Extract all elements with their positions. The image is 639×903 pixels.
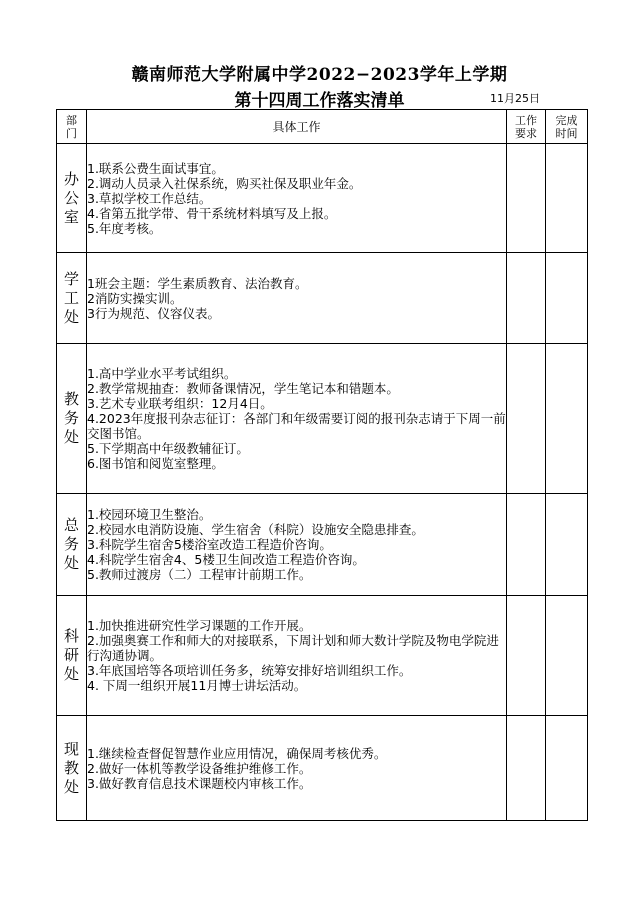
work-cell <box>87 253 507 344</box>
work-item: 2.做好一体机等教学设备维护维修工作。 <box>87 760 312 776</box>
dept-char: 处 <box>63 428 79 446</box>
header-requirement-label: 工作 要求 <box>515 113 537 140</box>
dept-char: 室 <box>63 207 79 226</box>
completion-time-cell <box>546 144 588 253</box>
requirement-cell <box>507 596 546 716</box>
table-row <box>57 144 588 253</box>
dept-char: 务 <box>63 409 79 427</box>
work-item: 5.下学期高中年级教辅征订。 <box>87 441 249 456</box>
work-item: 2.校园水电消防设施、学生宿舍（科院）设施安全隐患排查。 <box>87 522 424 537</box>
table-row <box>57 253 588 344</box>
table-row <box>57 716 588 821</box>
work-item: 1.继续检查督促智慧作业应用情况，确保周考核优秀。 <box>87 745 387 761</box>
document-date: 11月25日 <box>490 92 540 105</box>
dept-char: 处 <box>63 554 79 572</box>
dept-char: 科 <box>63 627 79 645</box>
work-item: 2消防实操实训。 <box>87 290 183 306</box>
work-item: 4.省第五批学带、骨干系统材料填写及上报。 <box>87 205 337 221</box>
header-work: 具体工作 <box>87 110 507 144</box>
dept-char: 工 <box>63 288 79 307</box>
work-item: 3.科院学生宿舍5楼浴室改造工程造价咨询。 <box>87 537 332 552</box>
table-row <box>57 344 588 494</box>
work-table <box>56 109 588 821</box>
work-item: 5.年度考核。 <box>87 220 162 236</box>
work-item: 3.草拟学校工作总结。 <box>87 190 212 206</box>
work-item: 1.高中学业水平考试组织。 <box>87 366 237 381</box>
document-subtitle: 第十四周工作落实清单 <box>234 91 405 111</box>
work-item: 1.校园环境卫生整治。 <box>87 507 212 522</box>
work-item: 4.科院学生宿舍4、5楼卫生间改造工程造价咨询。 <box>87 552 365 567</box>
completion-time-cell <box>546 253 588 344</box>
completion-time-cell <box>546 344 588 494</box>
work-item: 3行为规范、仪容仪表。 <box>87 305 220 321</box>
dept-char: 处 <box>63 307 79 326</box>
dept-char: 公 <box>63 188 79 207</box>
dept-cell <box>57 716 87 821</box>
document-title: 赣南师范大学附属中学2022−2023学年上学期 <box>131 65 508 85</box>
dept-char: 总 <box>63 516 79 534</box>
requirement-cell <box>507 253 546 344</box>
work-item: 3.年底国培等各项培训任务多，统筹安排好培训组织工作。 <box>87 663 412 678</box>
dept-cell <box>57 253 87 344</box>
table-row <box>57 596 588 716</box>
work-item: 3.做好教育信息技术课题校内审核工作。 <box>87 775 312 791</box>
work-item: 1.加快推进研究性学习课题的工作开展。 <box>87 618 312 633</box>
dept-cell <box>57 596 87 716</box>
header-dept-label: 部 门 <box>66 113 77 140</box>
completion-time-cell <box>546 494 588 596</box>
dept-cell <box>57 494 87 596</box>
dept-cell <box>57 344 87 494</box>
work-item: 5.教师过渡房（二）工程审计前期工作。 <box>87 567 312 582</box>
work-item: 2.加强奥赛工作和师大的对接联系，下周计划和师大数计学院及物电学院进行沟通协调。 <box>87 633 499 663</box>
header-completion-label: 完成 时间 <box>555 113 578 140</box>
dept-cell <box>57 144 87 253</box>
requirement-cell <box>507 144 546 253</box>
completion-time-cell <box>546 716 588 821</box>
dept-char: 处 <box>63 777 79 796</box>
work-item: 1.联系公费生面试事宜。 <box>87 160 224 176</box>
dept-char: 研 <box>63 646 79 664</box>
work-item: 4.2023年度报刊杂志征订：各部门和年级需要订阅的报刊杂志请于下周一前交图书馆。 <box>87 411 506 441</box>
header-completion-time <box>546 110 588 144</box>
work-item: 2.教学常规抽查：教师备课情况，学生笔记本和错题本。 <box>87 381 399 396</box>
work-item: 2.调动人员录入社保系统，购买社保及职业年金。 <box>87 175 362 191</box>
table-header-row <box>57 110 588 144</box>
requirement-cell <box>507 344 546 494</box>
work-cell <box>87 344 507 494</box>
work-cell <box>87 144 507 253</box>
work-cell <box>87 716 507 821</box>
dept-char: 学 <box>63 269 79 288</box>
dept-char: 教 <box>63 390 79 408</box>
completion-time-cell <box>546 596 588 716</box>
work-cell <box>87 596 507 716</box>
requirement-cell <box>507 716 546 821</box>
work-item: 3.艺术专业联考组织：12月4日。 <box>87 396 273 411</box>
dept-char: 务 <box>63 535 79 553</box>
dept-char: 教 <box>63 758 79 777</box>
dept-char: 处 <box>63 665 79 683</box>
work-item: 4. 下周一组织开展11月博士讲坛活动。 <box>87 678 307 693</box>
dept-char: 现 <box>63 739 79 758</box>
dept-char: 办 <box>63 169 79 188</box>
header-requirement <box>507 110 546 144</box>
header-dept <box>57 110 87 144</box>
requirement-cell <box>507 494 546 596</box>
work-item: 6.图书馆和阅览室整理。 <box>87 456 224 471</box>
work-cell <box>87 494 507 596</box>
table-row <box>57 494 588 596</box>
work-item: 1班会主题：学生素质教育、法治教育。 <box>87 275 308 291</box>
